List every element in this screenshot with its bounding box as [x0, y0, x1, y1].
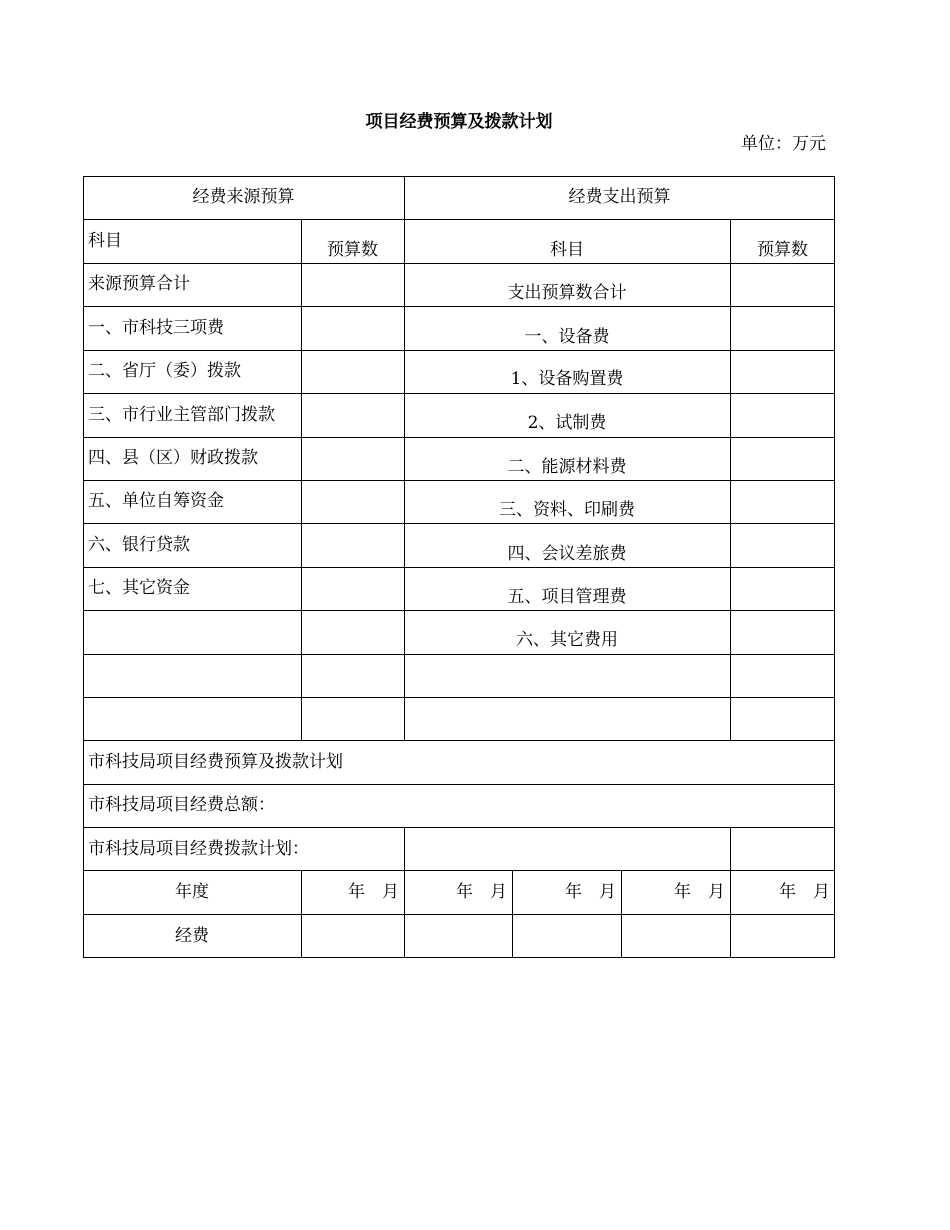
h-line-top	[83, 176, 835, 177]
source-item: 四、县（区）财政拨款	[88, 448, 258, 468]
left-subject-header: 科目	[88, 231, 122, 251]
expense-item: 四、会议差旅费	[507, 544, 627, 564]
h-line-6	[83, 437, 835, 438]
h-line-17	[83, 914, 835, 915]
source-item: 三、市行业主管部门拨款	[88, 405, 275, 425]
unit-label: 单位：万元	[741, 134, 826, 154]
h-line-12	[83, 697, 835, 698]
v-line-c	[730, 219, 731, 740]
expense-item: 1、设备购置费	[510, 369, 624, 389]
budget-table	[83, 176, 835, 958]
h-line-3	[83, 306, 835, 307]
source-item: 来源预算合计	[88, 274, 190, 294]
total-label: 市科技局项目经费总额：	[88, 795, 275, 815]
source-item: 七、其它资金	[88, 578, 190, 598]
source-item: 一、市科技三项费	[88, 318, 224, 338]
source-item: 五、单位自筹资金	[88, 491, 224, 511]
year-month-cell: 年 月	[348, 882, 399, 902]
h-line-8	[83, 523, 835, 524]
h-line-10	[83, 610, 835, 611]
schedule-label: 市科技局项目经费拨款计划：	[88, 839, 309, 859]
expense-budget-header: 经费支出预算	[568, 187, 671, 207]
year-month-cell: 年 月	[779, 882, 830, 902]
right-amount-header: 预算数	[757, 240, 808, 260]
expense-item: 支出预算数合计	[507, 283, 627, 303]
expense-item: 五、项目管理费	[507, 587, 627, 607]
fund-label: 经费	[175, 926, 209, 946]
h-line-11	[83, 654, 835, 655]
page-title: 项目经费预算及拨款计划	[365, 112, 553, 132]
h-line-14	[83, 784, 835, 785]
expense-item: 二、能源材料费	[507, 457, 627, 477]
h-line-5	[83, 393, 835, 394]
source-budget-header: 经费来源预算	[192, 187, 295, 207]
h-line-13	[83, 740, 835, 741]
h-line-7	[83, 480, 835, 481]
year-label: 年度	[175, 882, 209, 902]
h-line-bottom	[83, 957, 835, 958]
expense-item: 一、设备费	[524, 327, 610, 347]
year-month-cell: 年 月	[456, 882, 507, 902]
h-line-2	[83, 263, 835, 264]
v-line-right	[834, 176, 835, 958]
expense-item: 六、其它费用	[516, 630, 618, 650]
h-line-4	[83, 350, 835, 351]
v-line-left	[83, 176, 84, 958]
h-line-1	[83, 219, 835, 220]
v-line-a	[301, 219, 302, 740]
h-line-9	[83, 567, 835, 568]
left-amount-header: 预算数	[327, 240, 378, 260]
expense-item: 三、资料、印刷费	[499, 500, 635, 520]
right-subject-header: 科目	[550, 240, 584, 260]
h-line-15	[83, 827, 835, 828]
year-month-cell: 年 月	[674, 882, 725, 902]
year-month-cell: 年 月	[565, 882, 616, 902]
expense-item: 2、试制费	[527, 413, 607, 433]
plan-title: 市科技局项目经费预算及拨款计划	[88, 752, 343, 772]
source-item: 六、银行贷款	[88, 535, 190, 555]
source-item: 二、省厅（委）拨款	[88, 361, 241, 381]
h-line-16	[83, 870, 835, 871]
